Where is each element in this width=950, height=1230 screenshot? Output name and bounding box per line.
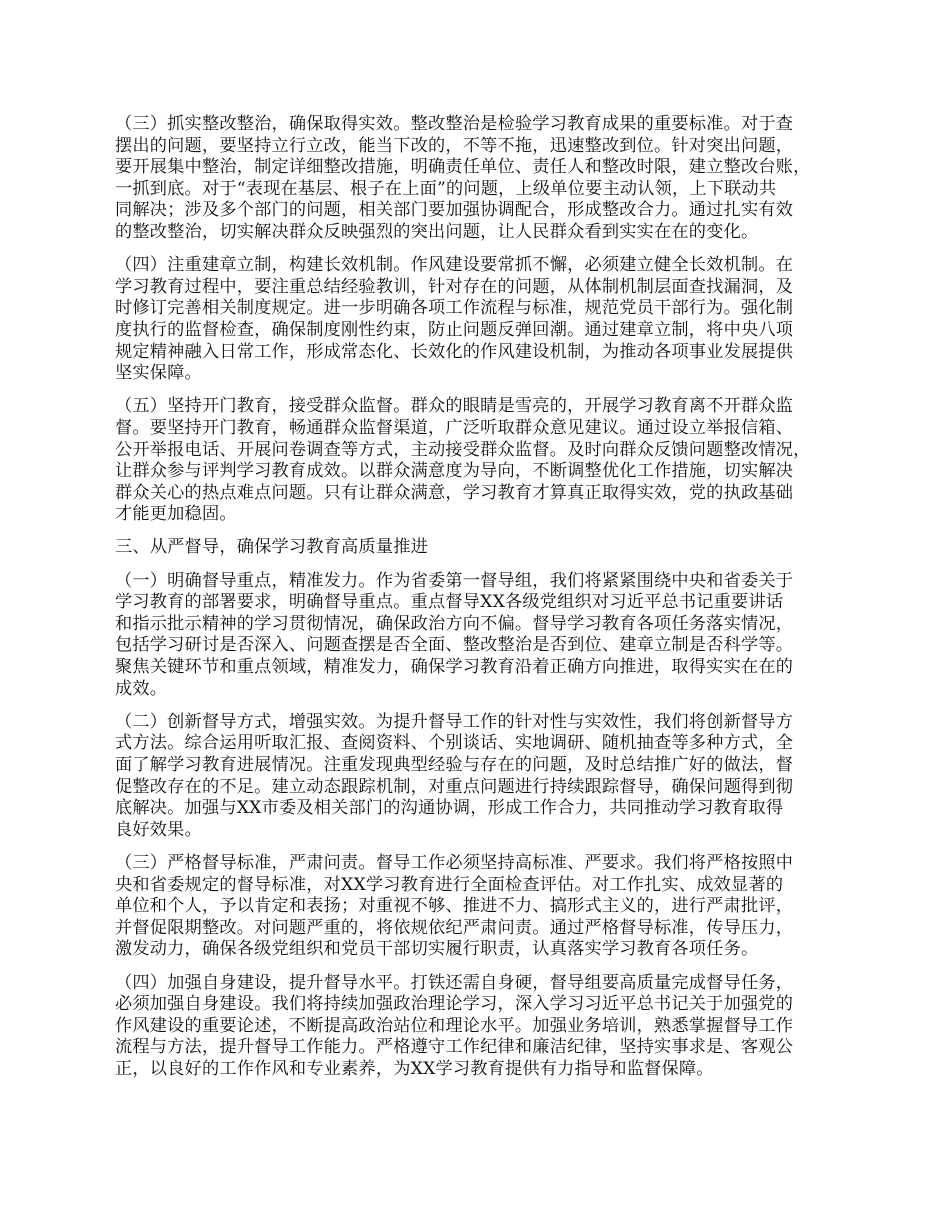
text-line: 和指示批示精神的学习贯彻情况，确保政治方向不偏。督导学习教育各项任务落实情况， <box>115 613 794 634</box>
text-line: 坚实保障。 <box>115 363 202 384</box>
text-line: 公开举报电话、开展问卷调查等方式，主动接受群众监督。及时向群众反馈问题整改情况， <box>115 439 811 460</box>
text-line: 单位和个人，予以肯定和表扬；对重视不够、推进不力、搞形式主义的，进行严肃批评， <box>115 896 794 917</box>
paragraph <box>115 712 845 842</box>
text-line: 要开展集中整治，制定详细整改措施，明确责任单位、责任人和整改时限，建立整改台账， <box>115 157 811 178</box>
text-line: 学习教育过程中，要注重总结经验教训，针对存在的问题，从体制机制层面查找漏洞，及 <box>115 276 794 297</box>
text-line: 良好效果。 <box>115 819 202 840</box>
text-line: 让群众参与评判学习教育成效。以群众满意度为导向，不断调整优化工作措施，切实解决 <box>115 461 794 482</box>
text-line: 时修订完善相关制度规定。进一步明确各项工作流程与标准，规范党员干部行为。强化制 <box>115 298 794 319</box>
text-line: （三）抓实整改整治，确保取得实效。整改整治是检验学习教育成果的重要标准。对于查 <box>115 114 794 134</box>
text-line: 一抓到底。对于“表现在基层、根子在上面”的问题，上级单位要主动认领，上下联动共 <box>115 178 777 199</box>
paragraph <box>115 853 845 961</box>
text-line: 作风建设的重要论述，不断提高政治站位和理论水平。加强业务培训，熟悉掌握督导工作 <box>115 1015 794 1036</box>
paragraph <box>115 114 845 244</box>
paragraph <box>115 396 845 526</box>
text-line: 促整改存在的不足。建立动态跟踪机制，对重点问题进行持续跟踪督导，确保问题得到彻 <box>115 776 794 797</box>
text-line: 的整改整治，切实解决群众反映强烈的突出问题，让人民群众看到实实在在的变化。 <box>115 221 759 242</box>
text-line: 度执行的监督检查，确保制度刚性约束，防止问题反弹回潮。通过建章立制，将中央八项 <box>115 319 794 340</box>
text-line: 底解决。加强与XX市委及相关部门的沟通协调，形成工作合力，共同推动学习教育取得 <box>115 798 784 819</box>
paragraph <box>115 255 845 385</box>
text-line: 式方法。综合运用听取汇报、查阅资料、个别谈话、实地调研、随机抽查等多种方式，全 <box>115 733 794 754</box>
text-line: 聚焦关键环节和重点领域，精准发力，确保学习教育沿着正确方向推进，取得实实在在的 <box>115 657 794 678</box>
paragraph <box>115 973 845 1081</box>
text-line: （四）注重建章立制，构建长效机制。作风建设要常抓不懈，必须建立健全长效机制。在 <box>115 255 794 276</box>
section-heading <box>115 537 845 559</box>
text-line: 面了解学习教育进展情况。注重发现典型经验与存在的问题，及时总结推广好的做法，督 <box>115 755 794 775</box>
text-line: 规定精神融入日常工作，形成常态化、长效化的作风建设机制，为推动各项事业发展提供 <box>115 341 794 362</box>
text-line: 流程与方法，提升督导工作能力。严格遵守工作纪律和廉洁纪律，坚持实事求是、客观公 <box>115 1037 794 1058</box>
text-line: （一）明确督导重点，精准发力。作为省委第一督导组，我们将紧紧围绕中央和省委关于 <box>115 570 794 591</box>
paragraph <box>115 571 845 701</box>
text-line: 并督促限期整改。对问题严重的，将依规依纪严肃问责。通过严格督导标准，传导压力， <box>115 917 794 938</box>
text-line: 学习教育的部署要求，明确督导重点。重点督导XX各级党组织对习近平总书记重要讲话 <box>115 592 784 613</box>
text-line: （二）创新督导方式，增强实效。为提升督导工作的针对性与实效性，我们将创新督导方 <box>115 711 794 732</box>
text-line: 摆出的问题，要坚持立行立改，能当下改的，不等不拖，迅速整改到位。针对突出问题， <box>115 135 794 156</box>
text-line: 群众关心的热点难点问题。只有让群众满意，学习教育才算真正取得实效，党的执政基础 <box>115 482 794 503</box>
document-body <box>115 114 845 1092</box>
text-line: 才能更加稳固。 <box>115 504 237 525</box>
text-line: 央和省委规定的督导标准，对XX学习教育进行全面检查评估。对工作扎实、成效显著的 <box>115 874 784 895</box>
text-line: 同解决；涉及多个部门的问题，相关部门要加强协调配合，形成整改合力。通过扎实有效 <box>115 200 794 221</box>
text-line: 成效。 <box>115 678 168 699</box>
text-line: 包括学习研讨是否深入、问题查摆是否全面、整改整治是否到位、建章立制是否科学等。 <box>115 635 794 656</box>
text-line: 督。要坚持开门教育，畅通群众监督渠道，广泛听取群众意见建议。通过设立举报信箱、 <box>115 417 794 438</box>
text-line: 激发动力，确保各级党组织和党员干部切实履行职责，认真落实学习教育各项任务。 <box>115 939 759 960</box>
text-line: （三）严格督导标准，严肃问责。督导工作必须坚持高标准、严要求。我们将严格按照中 <box>115 852 794 873</box>
text-line: 三、从严督导，确保学习教育高质量推进 <box>115 537 428 558</box>
text-line: （五）坚持开门教育，接受群众监督。群众的眼睛是雪亮的，开展学习教育离不开群众监 <box>115 396 794 417</box>
text-line: 正，以良好的工作作风和专业素养，为XX学习教育提供有力指导和监督保障。 <box>115 1058 714 1079</box>
text-line: 必须加强自身建设。我们将持续加强政治理论学习，深入学习习近平总书记关于加强党的 <box>115 994 794 1015</box>
text-line: （四）加强自身建设，提升督导水平。打铁还需自身硬，督导组要高质量完成督导任务， <box>115 972 794 993</box>
